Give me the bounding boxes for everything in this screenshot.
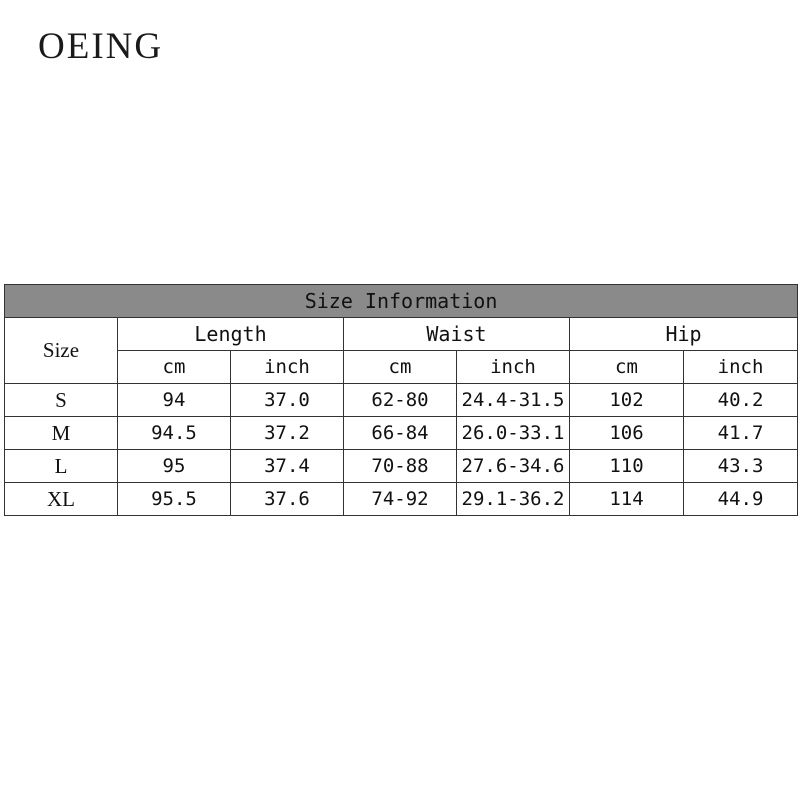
- table-cell: 37.2: [231, 417, 344, 450]
- table-cell: 106: [570, 417, 684, 450]
- table-cell: 62-80: [344, 384, 457, 417]
- table-cell: 95.5: [118, 483, 231, 516]
- table-cell: 66-84: [344, 417, 457, 450]
- table-cell: 41.7: [684, 417, 798, 450]
- brand-logo: OEING: [38, 26, 164, 67]
- table-cell: 37.0: [231, 384, 344, 417]
- group-header-hip: Hip: [570, 318, 798, 351]
- table-title: Size Information: [5, 285, 798, 318]
- size-information-table: [4, 284, 798, 516]
- table-row: [5, 450, 798, 483]
- unit-header: cm: [344, 351, 457, 384]
- table-title-row: [5, 285, 798, 318]
- table-cell: 26.0-33.1: [457, 417, 570, 450]
- table-row: [5, 417, 798, 450]
- size-label: XL: [5, 483, 118, 516]
- table-group-header-row: [5, 318, 798, 351]
- table-cell: 114: [570, 483, 684, 516]
- size-column-header: Size: [5, 318, 118, 384]
- unit-header: inch: [457, 351, 570, 384]
- unit-header: cm: [118, 351, 231, 384]
- table-cell: 43.3: [684, 450, 798, 483]
- size-label: L: [5, 450, 118, 483]
- table-row: [5, 483, 798, 516]
- table-cell: 29.1-36.2: [457, 483, 570, 516]
- table-unit-header-row: [5, 351, 798, 384]
- table-cell: 94.5: [118, 417, 231, 450]
- table-cell: 102: [570, 384, 684, 417]
- table-cell: 24.4-31.5: [457, 384, 570, 417]
- table-cell: 44.9: [684, 483, 798, 516]
- table-cell: 110: [570, 450, 684, 483]
- table-cell: 74-92: [344, 483, 457, 516]
- size-label: M: [5, 417, 118, 450]
- table-cell: 37.4: [231, 450, 344, 483]
- unit-header: inch: [231, 351, 344, 384]
- table-row: [5, 384, 798, 417]
- table-cell: 37.6: [231, 483, 344, 516]
- table-cell: 94: [118, 384, 231, 417]
- group-header-length: Length: [118, 318, 344, 351]
- group-header-waist: Waist: [344, 318, 570, 351]
- size-label: S: [5, 384, 118, 417]
- unit-header: cm: [570, 351, 684, 384]
- table-cell: 40.2: [684, 384, 798, 417]
- table-cell: 27.6-34.6: [457, 450, 570, 483]
- table-cell: 95: [118, 450, 231, 483]
- table-cell: 70-88: [344, 450, 457, 483]
- unit-header: inch: [684, 351, 798, 384]
